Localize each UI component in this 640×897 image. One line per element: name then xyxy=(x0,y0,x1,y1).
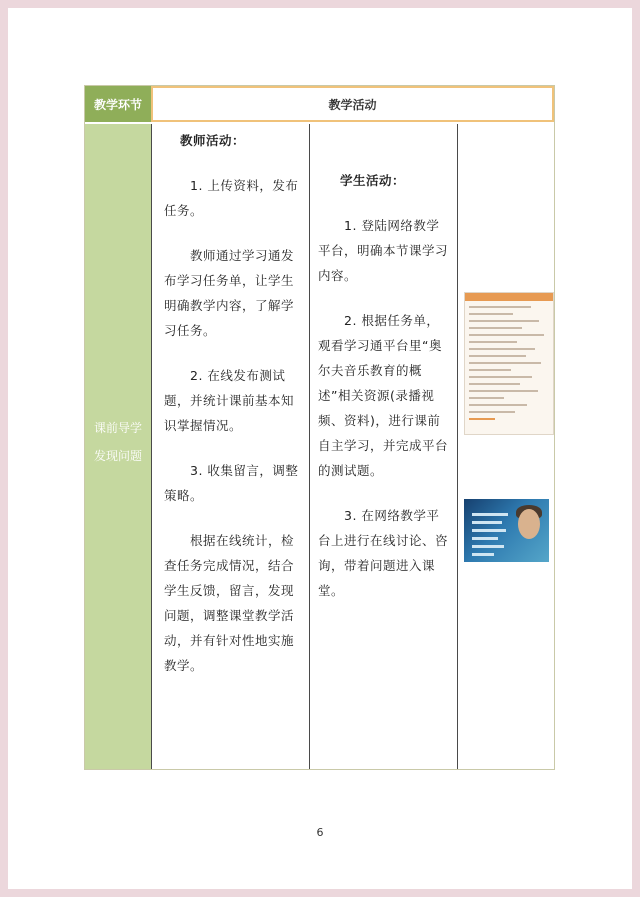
student-item-2: 2. 根据任务单，观看学习通平台里“奥尔夫音乐教育的概述”相关资源(录播视频、资料)，进行课前自主学习，并完成平台的测试题。 xyxy=(318,313,449,478)
resource-cell xyxy=(457,124,554,769)
student-item-3: 3. 在网络教学平台上进行在线讨论、咨询，带着问题进入课堂。 xyxy=(318,508,449,598)
task-sheet-thumbnail xyxy=(464,292,554,435)
teacher-activity-text xyxy=(164,128,304,678)
student-activity-text xyxy=(318,168,452,603)
stage-label xyxy=(85,414,151,470)
document-page xyxy=(8,8,632,889)
stage-label-line2: 发现问题 xyxy=(93,449,142,463)
student-title: 学生活动： xyxy=(340,173,406,188)
stage-header: 教学环节 xyxy=(85,86,151,122)
lesson-table xyxy=(84,85,555,770)
teacher-item-2: 2. 在线发布测试题，并统计课前基本知识掌握情况。 xyxy=(164,368,295,433)
teacher-activity-cell xyxy=(151,124,309,769)
stage-column xyxy=(85,124,151,769)
teacher-item-3: 3. 收集留言，调整策略。 xyxy=(164,463,299,503)
video-thumbnail xyxy=(464,499,549,562)
teacher-item-1: 1. 上传资料，发布任务。 xyxy=(164,178,299,218)
student-activity-cell xyxy=(309,124,457,769)
activity-header: 教学活动 xyxy=(151,86,554,122)
page-number: 6 xyxy=(316,826,324,839)
teacher-item-3-detail: 根据在线统计，检查任务完成情况，结合学生反馈，留言，发现问题，调整课堂教学活动，并有针对性地实施教学。 xyxy=(164,533,295,673)
teacher-item-1-detail: 教师通过学习通发布学习任务单，让学生明确教学内容，了解学习任务。 xyxy=(164,248,295,338)
student-item-1: 1. 登陆网络教学平台，明确本节课学习内容。 xyxy=(318,218,449,283)
teacher-title: 教师活动： xyxy=(180,133,246,148)
stage-label-line1: 课前导学 xyxy=(93,421,142,435)
